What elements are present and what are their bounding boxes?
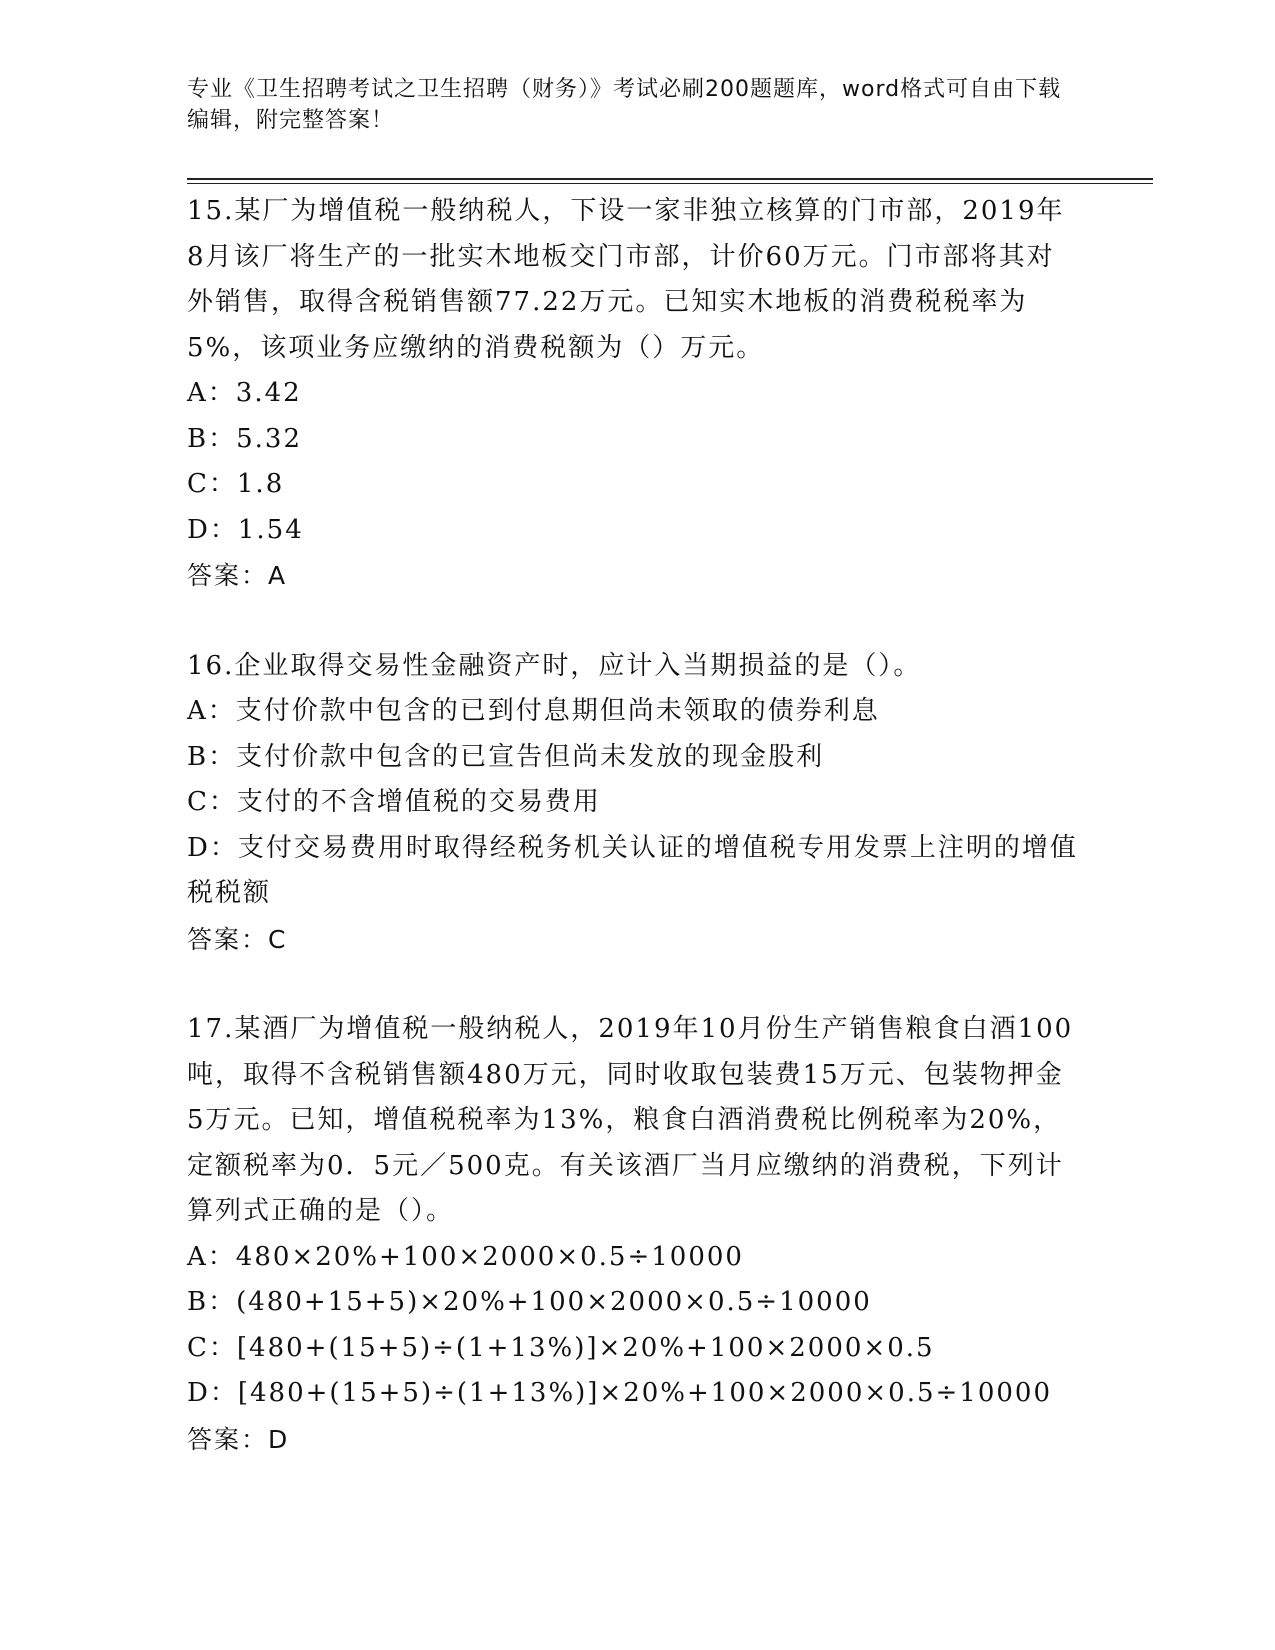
option-a: A：支付价款中包含的已到付息期但尚未领取的债券利息 [187, 696, 880, 726]
document-header: 专业《卫生招聘考试之卫生招聘（财务）》考试必刷200题题库，word格式可自由下载编辑，附完整答案！ [187, 77, 1062, 133]
question-stem: 17.某酒厂为增值税一般纳税人，2019年10月份生产销售粮食白酒100吨，取得不含税销售额480万元，同时收取包装费15万元、包装物押金5万元。已知，增值税税率为13%，粮食白酒消费税比例税率为20%，定额税率为0．5元／500克。有关该酒厂当月应缴纳的消费税，下列计算列式正确的是（）。 [187, 1014, 1074, 1226]
option-b: B：支付价款中包含的已宣告但尚未发放的现金股利 [187, 741, 825, 772]
option-c: C：支付的不含增值税的交易费用 [187, 787, 601, 817]
answer-label: 答案：C [187, 924, 288, 954]
option-d: D：支付交易费用时取得经税务机关认证的增值税专用发票上注明的增值税税额 [187, 832, 1078, 908]
question-17 [187, 1007, 1082, 1462]
header-divider-thin [187, 183, 1153, 184]
question-stem: 15.某厂为增值税一般纳税人，下设一家非独立核算的门市部，2019年8月该厂将生产的一批实木地板交门市部，计价60万元。门市部将其对外销售，取得含税销售额77.22万元。已知实木地板的消费税税率为5%，该项业务应缴纳的消费税额为（）万元。 [187, 196, 1065, 363]
answer-label: 答案：A [187, 561, 288, 590]
option-c: C：1.8 [187, 469, 285, 499]
option-c: C：[480+(15+5)÷(1+13%)]×20%+100×2000×0.5 [187, 1332, 935, 1363]
answer-label: 答案：D [187, 1424, 290, 1454]
option-b: B：(480+15+5)×20%+100×2000×0.5÷10000 [187, 1287, 872, 1317]
option-d: D：1.54 [187, 514, 304, 545]
question-15 [187, 189, 1082, 599]
header-divider-thick [187, 178, 1153, 180]
option-d: D：[480+(15+5)÷(1+13%)]×20%+100×2000×0.5÷10000 [187, 1378, 1052, 1408]
question-list [187, 189, 1082, 1507]
option-b: B：5.32 [187, 423, 302, 454]
question-stem: 16.企业取得交易性金融资产时，应计入当期损益的是（）。 [187, 650, 922, 681]
question-16 [187, 644, 1082, 963]
option-a: A：480×20%+100×2000×0.5÷10000 [187, 1241, 744, 1272]
option-a: A：3.42 [187, 378, 302, 408]
